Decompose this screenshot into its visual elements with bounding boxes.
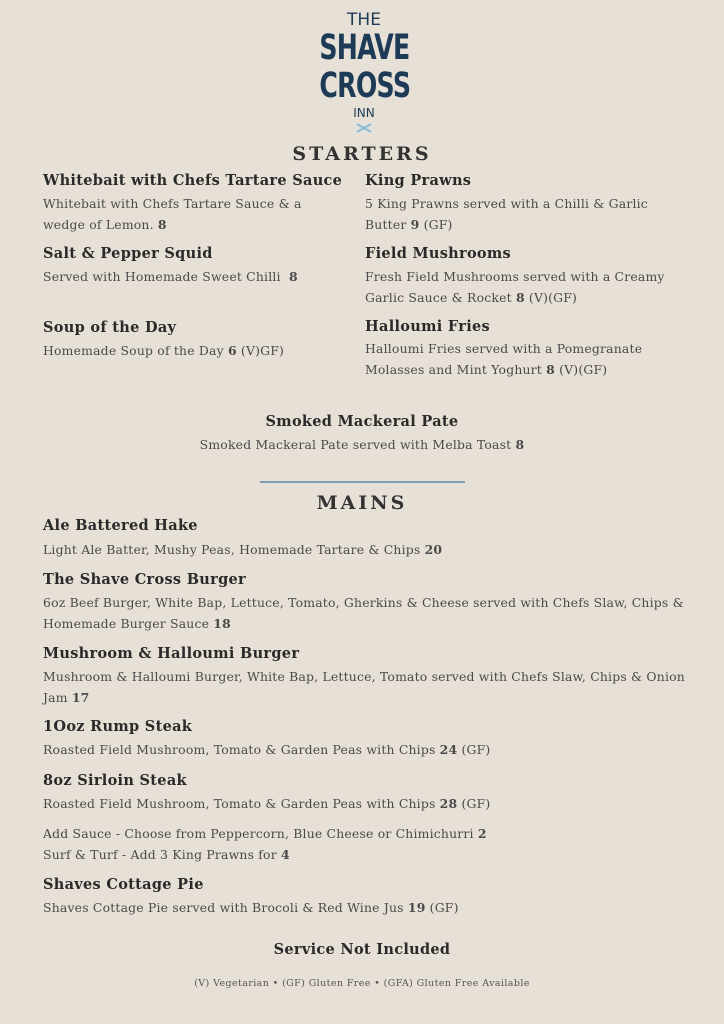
item-hake-desc: Light Ale Batter, Mushy Peas, Homemade Tartare & Chips 20 bbox=[43, 542, 443, 557]
item-field-mushrooms-title: Field Mushrooms bbox=[365, 245, 512, 262]
item-burger-title: The Shave Cross Burger bbox=[43, 571, 246, 588]
item-cottage-pie-desc: Shaves Cottage Pie served with Brocoli & Red Wine Jus 19 (GF) bbox=[43, 900, 459, 915]
item-king-prawns-title: King Prawns bbox=[365, 172, 472, 189]
logo-the: THE bbox=[347, 10, 381, 30]
item-rump-steak-desc: Roasted Field Mushroom, Tomato & Garden Peas with Chips 24 (GF) bbox=[43, 742, 491, 757]
item-mackeral-desc: Smoked Mackeral Pate served with Melba Toast 8 bbox=[199, 437, 525, 452]
item-whitebait-desc: Whitebait with Chefs Tartare Sauce & a wedge of Lemon. 8 bbox=[43, 196, 302, 232]
item-soup-desc: Homemade Soup of the Day 6 (V)GF) bbox=[43, 343, 285, 358]
item-halloumi-fries-title: Halloumi Fries bbox=[365, 318, 491, 335]
crossed-razors-icon bbox=[354, 122, 374, 134]
item-mackeral-title: Smoked Mackeral Pate bbox=[265, 413, 459, 430]
item-halloumi-burger-title: Mushroom & Halloumi Burger bbox=[43, 645, 300, 662]
service-note: Service Not Included bbox=[273, 941, 451, 958]
item-soup-title: Soup of the Day bbox=[43, 319, 177, 336]
logo-cross: CROSS bbox=[319, 66, 411, 106]
item-halloumi-burger-desc: Mushroom & Halloumi Burger, White Bap, Lettuce, Tomato served with Chefs Slaw, Chips & Onion Jam 17 bbox=[43, 669, 685, 705]
extra-sauce: Add Sauce - Choose from Peppercorn, Blue Cheese or Chimichurri 2 bbox=[43, 826, 487, 841]
item-whitebait-title: Whitebait with Chefs Tartare Sauce bbox=[43, 172, 343, 189]
item-squid-desc: Served with Homemade Sweet Chilli 8 bbox=[43, 269, 298, 284]
item-hake-title: Ale Battered Hake bbox=[43, 517, 198, 534]
item-field-mushrooms-desc: Fresh Field Mushrooms served with a Creamy Garlic Sauce & Rocket 8 (V)(GF) bbox=[365, 269, 665, 305]
item-sirloin-steak-desc: Roasted Field Mushroom, Tomato & Garden Peas with Chips 28 (GF) bbox=[43, 796, 491, 811]
dietary-key: (V) Vegetarian • (GF) Gluten Free • (GFA) Gluten Free Available bbox=[194, 978, 530, 989]
item-sirloin-steak-title: 8oz Sirloin Steak bbox=[43, 772, 187, 789]
item-burger-desc: 6oz Beef Burger, White Bap, Lettuce, Tomato, Gherkins & Cheese served with Chefs Slaw, Chips & Homemade Burger Sauce 18 bbox=[43, 595, 684, 631]
inn-logo bbox=[302, 8, 426, 138]
item-king-prawns-desc: 5 King Prawns served with a Chilli & Garlic Butter 9 (GF) bbox=[365, 196, 648, 232]
mains-heading: MAINS bbox=[316, 492, 408, 514]
logo-inn: INN bbox=[353, 106, 375, 120]
item-cottage-pie-title: Shaves Cottage Pie bbox=[43, 876, 204, 893]
item-halloumi-fries-desc: Halloumi Fries served with a Pomegranate Molasses and Mint Yoghurt 8 (V)(GF) bbox=[365, 341, 643, 377]
extra-surf-turf: Surf & Turf - Add 3 King Prawns for 4 bbox=[43, 847, 290, 862]
section-divider bbox=[260, 481, 465, 483]
item-squid-title: Salt & Pepper Squid bbox=[43, 245, 213, 262]
item-rump-steak-title: 1Ooz Rump Steak bbox=[43, 718, 193, 735]
logo-shave: SHAVE bbox=[319, 28, 410, 68]
starters-heading: STARTERS bbox=[292, 143, 432, 165]
